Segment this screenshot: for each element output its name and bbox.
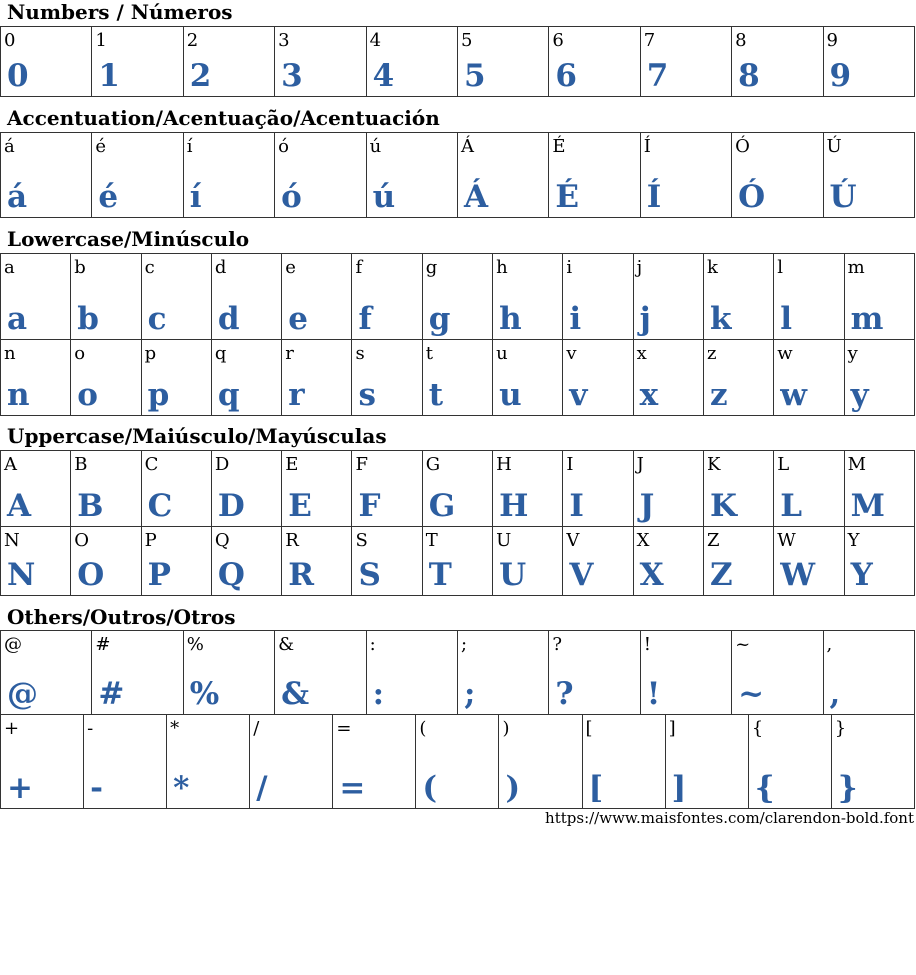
glyph-label: d bbox=[214, 257, 227, 278]
glyph-label: I bbox=[566, 454, 574, 475]
glyph-label: & bbox=[278, 634, 295, 655]
glyph-sample: Ú bbox=[829, 179, 857, 215]
glyph-cell bbox=[1, 27, 92, 97]
glyph-label: b bbox=[74, 257, 86, 278]
glyph-label: k bbox=[706, 257, 718, 278]
glyph-sample: c bbox=[147, 301, 167, 337]
glyph-cell bbox=[1, 340, 71, 416]
glyph-sample: g bbox=[428, 301, 451, 337]
glyph-sample: [ bbox=[588, 770, 604, 806]
glyph-label: Z bbox=[706, 530, 720, 551]
glyph-cell bbox=[1, 527, 71, 596]
glyph-sample: G bbox=[428, 488, 456, 524]
glyph-cell bbox=[1, 254, 71, 340]
glyph-cell bbox=[211, 254, 281, 340]
glyph-sample: N bbox=[7, 557, 36, 593]
glyph-label: 4 bbox=[369, 30, 382, 51]
glyph-label: y bbox=[847, 343, 858, 364]
glyph-label: V bbox=[566, 530, 580, 551]
glyph-sample: ) bbox=[505, 770, 521, 806]
glyph-label: S bbox=[355, 530, 368, 551]
glyph-label: ! bbox=[643, 634, 651, 655]
glyph-label: ? bbox=[552, 634, 562, 655]
section-title-others: Others/Outros/Otros bbox=[7, 605, 236, 629]
accentuation-glyph-table bbox=[0, 132, 915, 218]
glyph-sample: z bbox=[709, 377, 728, 413]
glyph-label: U bbox=[496, 530, 512, 551]
glyph-label: % bbox=[186, 634, 204, 655]
glyph-sample: h bbox=[499, 301, 522, 337]
glyph-label: W bbox=[777, 530, 796, 551]
section-title-accentuation: Accentuation/Acentuação/Acentuación bbox=[7, 106, 440, 130]
glyph-sample: 6 bbox=[555, 58, 577, 94]
glyph-label: 6 bbox=[552, 30, 564, 51]
glyph-label: á bbox=[4, 136, 15, 157]
glyph-cell bbox=[1, 133, 92, 218]
glyph-cell bbox=[422, 340, 492, 416]
glyph-sample: E bbox=[288, 488, 312, 524]
glyph-cell bbox=[333, 715, 416, 809]
glyph-label: h bbox=[496, 257, 508, 278]
glyph-cell bbox=[457, 631, 548, 715]
section-title-numbers: Numbers / Números bbox=[7, 0, 233, 24]
glyph-sample: v bbox=[569, 377, 588, 413]
glyph-sample: I bbox=[569, 488, 584, 524]
glyph-label: C bbox=[144, 454, 159, 475]
glyph-sample: # bbox=[98, 676, 125, 712]
glyph-sample: 3 bbox=[281, 58, 303, 94]
glyph-sample: a bbox=[7, 301, 28, 337]
glyph-sample: r bbox=[288, 377, 305, 413]
glyph-sample: ; bbox=[463, 676, 476, 712]
glyph-row bbox=[1, 715, 915, 809]
glyph-label: ] bbox=[668, 718, 676, 739]
glyph-sample: k bbox=[709, 301, 732, 337]
glyph-label: D bbox=[214, 454, 230, 475]
glyph-label: Á bbox=[460, 136, 474, 157]
glyph-sample: H bbox=[499, 488, 529, 524]
glyph-row bbox=[1, 451, 915, 527]
glyph-cell bbox=[183, 631, 274, 715]
glyph-cell bbox=[703, 340, 773, 416]
glyph-sample: e bbox=[288, 301, 308, 337]
glyph-sample: U bbox=[499, 557, 527, 593]
glyph-label: u bbox=[496, 343, 508, 364]
glyph-cell bbox=[275, 631, 366, 715]
glyph-row bbox=[1, 340, 915, 416]
glyph-label: m bbox=[847, 257, 865, 278]
glyph-sample: C bbox=[147, 488, 173, 524]
glyph-cell bbox=[167, 715, 250, 809]
glyph-cell bbox=[633, 527, 703, 596]
glyph-sample: O bbox=[77, 557, 105, 593]
glyph-label: H bbox=[496, 454, 512, 475]
lowercase-glyph-table bbox=[0, 253, 915, 416]
glyph-cell bbox=[352, 527, 422, 596]
glyph-cell bbox=[282, 451, 352, 527]
glyph-cell bbox=[774, 527, 844, 596]
glyph-label: @ bbox=[4, 634, 22, 655]
glyph-label: Y bbox=[847, 530, 860, 551]
glyph-sample: ( bbox=[422, 770, 438, 806]
glyph-cell bbox=[92, 133, 183, 218]
glyph-sample: T bbox=[428, 557, 452, 593]
glyph-label: : bbox=[369, 634, 376, 655]
glyph-cell bbox=[732, 133, 823, 218]
glyph-sample: Y bbox=[850, 557, 873, 593]
glyph-label: s bbox=[355, 343, 365, 364]
glyph-label: K bbox=[706, 454, 721, 475]
glyph-label: P bbox=[144, 530, 157, 551]
glyph-cell bbox=[703, 451, 773, 527]
glyph-sample: w bbox=[780, 377, 807, 413]
glyph-sample: u bbox=[499, 377, 522, 413]
glyph-sample: P bbox=[147, 557, 171, 593]
glyph-cell bbox=[141, 451, 211, 527]
glyph-sample: i bbox=[569, 301, 582, 337]
glyph-label: w bbox=[777, 343, 793, 364]
glyph-cell bbox=[92, 631, 183, 715]
glyph-cell bbox=[549, 27, 640, 97]
glyph-cell bbox=[823, 631, 914, 715]
glyph-cell bbox=[640, 27, 731, 97]
glyph-sample: ~ bbox=[738, 676, 765, 712]
glyph-label: M bbox=[847, 454, 866, 475]
glyph-cell bbox=[640, 631, 731, 715]
glyph-label: # bbox=[95, 634, 111, 655]
glyph-label: 1 bbox=[95, 30, 107, 51]
glyph-cell bbox=[499, 715, 582, 809]
glyph-label: 3 bbox=[278, 30, 290, 51]
glyph-cell bbox=[211, 340, 281, 416]
glyph-sample: 5 bbox=[463, 58, 486, 94]
glyph-cell bbox=[366, 631, 457, 715]
glyph-label: { bbox=[751, 718, 764, 739]
glyph-label: ) bbox=[502, 718, 510, 739]
glyph-label: 2 bbox=[186, 30, 199, 51]
glyph-sample: Í bbox=[646, 179, 662, 215]
glyph-cell bbox=[493, 340, 563, 416]
glyph-cell bbox=[774, 451, 844, 527]
glyph-cell bbox=[582, 715, 665, 809]
glyph-cell bbox=[366, 27, 457, 97]
glyph-label: 8 bbox=[735, 30, 747, 51]
glyph-sample: 7 bbox=[646, 58, 669, 94]
glyph-cell bbox=[732, 27, 823, 97]
glyph-sample: ó bbox=[281, 179, 302, 215]
glyph-sample: 4 bbox=[372, 58, 395, 94]
glyph-cell bbox=[549, 133, 640, 218]
glyph-cell bbox=[563, 254, 633, 340]
glyph-cell bbox=[84, 715, 167, 809]
glyph-sample: q bbox=[217, 377, 240, 413]
glyph-cell bbox=[748, 715, 831, 809]
glyph-cell bbox=[493, 254, 563, 340]
glyph-sample: & bbox=[281, 676, 310, 712]
glyph-sample: * bbox=[173, 770, 190, 806]
glyph-sample: y bbox=[850, 377, 869, 413]
glyph-sample: / bbox=[256, 770, 268, 806]
glyph-sample: Q bbox=[217, 557, 245, 593]
glyph-row bbox=[1, 631, 915, 715]
glyph-label: v bbox=[566, 343, 577, 364]
glyph-sample: l bbox=[780, 301, 793, 337]
glyph-sample: b bbox=[77, 301, 99, 337]
glyph-label: Ó bbox=[735, 136, 750, 157]
glyph-sample: Á bbox=[463, 179, 489, 215]
glyph-cell bbox=[774, 254, 844, 340]
glyph-cell bbox=[844, 254, 914, 340]
glyph-sample: á bbox=[7, 179, 28, 215]
glyph-sample: S bbox=[358, 557, 381, 593]
glyph-cell bbox=[563, 340, 633, 416]
glyph-cell bbox=[1, 631, 92, 715]
glyph-row bbox=[1, 254, 915, 340]
glyph-label: 7 bbox=[643, 30, 656, 51]
glyph-sample: { bbox=[754, 770, 775, 806]
glyph-sample: m bbox=[850, 301, 884, 337]
glyph-cell bbox=[275, 27, 366, 97]
glyph-cell bbox=[71, 254, 141, 340]
glyph-cell bbox=[183, 133, 274, 218]
glyph-label: G bbox=[425, 454, 441, 475]
glyph-sample: @ bbox=[7, 676, 38, 712]
glyph-cell bbox=[92, 27, 183, 97]
glyph-sample: é bbox=[98, 179, 119, 215]
glyph-sample: x bbox=[639, 377, 659, 413]
glyph-cell bbox=[823, 133, 914, 218]
glyph-sample: s bbox=[358, 377, 376, 413]
glyph-cell bbox=[141, 340, 211, 416]
glyph-cell bbox=[422, 254, 492, 340]
glyph-sample: 2 bbox=[189, 58, 212, 94]
glyph-label: É bbox=[552, 136, 566, 157]
glyph-cell bbox=[457, 133, 548, 218]
glyph-cell bbox=[703, 527, 773, 596]
glyph-cell bbox=[366, 133, 457, 218]
others-glyph-table-1 bbox=[0, 630, 915, 715]
glyph-cell bbox=[1, 715, 84, 809]
glyph-label: B bbox=[74, 454, 88, 475]
glyph-label: / bbox=[253, 718, 260, 739]
glyph-sample: B bbox=[77, 488, 104, 524]
glyph-label: a bbox=[4, 257, 15, 278]
glyph-sample: o bbox=[77, 377, 98, 413]
glyph-cell bbox=[640, 133, 731, 218]
glyph-label: Í bbox=[643, 136, 651, 157]
glyph-sample: ú bbox=[372, 179, 396, 215]
glyph-label: R bbox=[285, 530, 299, 551]
glyph-sample: 1 bbox=[98, 58, 120, 94]
glyph-cell bbox=[665, 715, 748, 809]
glyph-cell bbox=[275, 133, 366, 218]
glyph-sample: = bbox=[339, 770, 366, 806]
glyph-cell bbox=[1, 451, 71, 527]
glyph-label: i bbox=[566, 257, 573, 278]
glyph-cell bbox=[211, 527, 281, 596]
glyph-sample: d bbox=[217, 301, 240, 337]
glyph-label: ú bbox=[369, 136, 382, 157]
glyph-label: N bbox=[4, 530, 20, 551]
glyph-label: r bbox=[285, 343, 294, 364]
glyph-label: e bbox=[285, 257, 296, 278]
glyph-label: L bbox=[777, 454, 790, 475]
glyph-sample: Ó bbox=[738, 179, 766, 215]
glyph-sample: M bbox=[850, 488, 885, 524]
glyph-sample: J bbox=[639, 488, 655, 524]
glyph-cell bbox=[633, 451, 703, 527]
glyph-cell bbox=[493, 451, 563, 527]
glyph-row bbox=[1, 27, 915, 97]
glyph-cell bbox=[141, 254, 211, 340]
glyph-sample: V bbox=[569, 557, 594, 593]
glyph-label: n bbox=[4, 343, 16, 364]
uppercase-glyph-table bbox=[0, 450, 915, 596]
glyph-label: o bbox=[74, 343, 86, 364]
glyph-cell bbox=[823, 27, 914, 97]
glyph-label: Ú bbox=[826, 136, 842, 157]
glyph-sample: f bbox=[358, 301, 372, 337]
glyph-row bbox=[1, 133, 915, 218]
glyph-cell bbox=[211, 451, 281, 527]
source-url: https://www.maisfontes.com/clarendon-bold.font bbox=[545, 809, 914, 827]
glyph-label: ~ bbox=[735, 634, 751, 655]
glyph-cell bbox=[352, 340, 422, 416]
glyph-label: = bbox=[336, 718, 352, 739]
glyph-sample: ? bbox=[555, 676, 574, 712]
glyph-cell bbox=[422, 527, 492, 596]
glyph-label: l bbox=[777, 257, 784, 278]
glyph-cell bbox=[831, 715, 914, 809]
glyph-sample: L bbox=[780, 488, 803, 524]
glyph-label: Q bbox=[214, 530, 230, 551]
glyph-cell bbox=[250, 715, 333, 809]
glyph-sample: R bbox=[288, 557, 314, 593]
glyph-cell bbox=[352, 254, 422, 340]
glyph-label: í bbox=[186, 136, 193, 157]
glyph-label: E bbox=[285, 454, 299, 475]
glyph-label: t bbox=[425, 343, 434, 364]
glyph-label: + bbox=[4, 718, 20, 739]
glyph-sample: 9 bbox=[829, 58, 852, 94]
glyph-label: 5 bbox=[460, 30, 473, 51]
glyph-sample: ! bbox=[646, 676, 661, 712]
glyph-cell bbox=[493, 527, 563, 596]
glyph-cell bbox=[71, 340, 141, 416]
glyph-sample: j bbox=[639, 301, 651, 337]
glyph-sample: } bbox=[837, 770, 858, 806]
glyph-label: F bbox=[355, 454, 368, 475]
glyph-label: ( bbox=[419, 718, 427, 739]
glyph-sample: í bbox=[189, 179, 202, 215]
glyph-row bbox=[1, 527, 915, 596]
glyph-cell bbox=[844, 340, 914, 416]
others-glyph-table-2 bbox=[0, 714, 915, 809]
glyph-sample: Z bbox=[709, 557, 733, 593]
glyph-sample: K bbox=[709, 488, 737, 524]
glyph-cell bbox=[457, 27, 548, 97]
glyph-cell bbox=[844, 451, 914, 527]
glyph-cell bbox=[71, 451, 141, 527]
glyph-cell bbox=[282, 254, 352, 340]
glyph-sample: n bbox=[7, 377, 30, 413]
glyph-cell bbox=[352, 451, 422, 527]
glyph-cell bbox=[416, 715, 499, 809]
glyph-cell bbox=[282, 340, 352, 416]
glyph-cell bbox=[844, 527, 914, 596]
glyph-cell bbox=[71, 527, 141, 596]
glyph-label: f bbox=[355, 257, 363, 278]
glyph-label: p bbox=[144, 343, 157, 364]
glyph-sample: : bbox=[372, 676, 385, 712]
glyph-cell bbox=[703, 254, 773, 340]
glyph-label: * bbox=[170, 718, 180, 739]
glyph-cell bbox=[282, 527, 352, 596]
glyph-cell bbox=[563, 527, 633, 596]
glyph-label: O bbox=[74, 530, 90, 551]
glyph-label: T bbox=[425, 530, 438, 551]
glyph-sample: p bbox=[147, 377, 170, 413]
glyph-cell bbox=[563, 451, 633, 527]
glyph-sample: É bbox=[555, 179, 579, 215]
section-title-lowercase: Lowercase/Minúsculo bbox=[7, 227, 250, 251]
glyph-sample: D bbox=[217, 488, 245, 524]
glyph-cell bbox=[732, 631, 823, 715]
glyph-label: z bbox=[706, 343, 717, 364]
glyph-cell bbox=[141, 527, 211, 596]
glyph-sample: 0 bbox=[7, 58, 29, 94]
glyph-label: , bbox=[826, 634, 833, 655]
glyph-label: A bbox=[4, 454, 17, 475]
glyph-label: x bbox=[636, 343, 647, 364]
glyph-label: é bbox=[95, 136, 107, 157]
glyph-sample: % bbox=[189, 676, 220, 712]
glyph-label: 0 bbox=[4, 30, 16, 51]
glyph-label: q bbox=[214, 343, 227, 364]
glyph-cell bbox=[549, 631, 640, 715]
glyph-label: 9 bbox=[826, 30, 838, 51]
glyph-label: j bbox=[636, 257, 643, 278]
glyph-cell bbox=[774, 340, 844, 416]
glyph-cell bbox=[422, 451, 492, 527]
glyph-label: c bbox=[144, 257, 155, 278]
glyph-sample: + bbox=[7, 770, 33, 806]
numbers-glyph-table bbox=[0, 26, 915, 97]
glyph-label: - bbox=[87, 718, 94, 739]
glyph-label: [ bbox=[585, 718, 593, 739]
section-title-uppercase: Uppercase/Maiúsculo/Mayúsculas bbox=[7, 424, 387, 448]
glyph-sample: - bbox=[90, 770, 103, 806]
glyph-label: g bbox=[425, 257, 438, 278]
glyph-sample: F bbox=[358, 488, 381, 524]
glyph-sample: W bbox=[780, 557, 816, 593]
glyph-label: J bbox=[636, 454, 644, 475]
glyph-cell bbox=[633, 254, 703, 340]
glyph-sample: , bbox=[829, 676, 841, 712]
glyph-sample: ] bbox=[671, 770, 687, 806]
glyph-sample: A bbox=[7, 488, 32, 524]
glyph-label: X bbox=[636, 530, 650, 551]
glyph-sample: t bbox=[428, 377, 444, 413]
glyph-label: } bbox=[834, 718, 847, 739]
glyph-cell bbox=[183, 27, 274, 97]
glyph-label: ; bbox=[460, 634, 468, 655]
glyph-cell bbox=[633, 340, 703, 416]
glyph-sample: 8 bbox=[738, 58, 760, 94]
glyph-sample: X bbox=[639, 557, 664, 593]
glyph-label: ó bbox=[278, 136, 290, 157]
